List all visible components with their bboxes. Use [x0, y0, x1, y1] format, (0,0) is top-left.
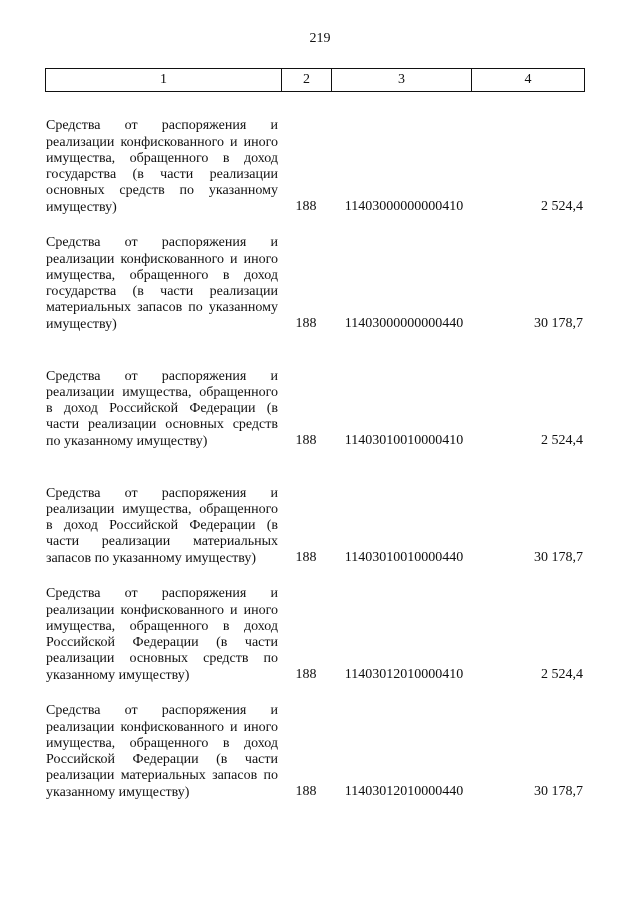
table-row — [45, 450, 585, 567]
row-description: Средства от распоряжения и реализации конфискованного и иного имущества, обращенного в доход государства (в части реализации основных средств по указанному имуществу) — [46, 118, 278, 215]
row-amount: 2 524,4 — [541, 199, 583, 214]
table-row — [45, 567, 585, 684]
table-row — [45, 333, 585, 450]
row-admin-code: 188 — [295, 199, 317, 214]
row-amount: 30 178,7 — [534, 550, 583, 565]
row-admin-code: 188 — [295, 316, 317, 331]
row-description: Средства от распоряжения и реализации конфискованного и иного имущества, обращенного в доход Российской Федерации (в части реализации материальных запасов по указанному имуществу) — [46, 703, 278, 800]
column-header-2: 2 — [282, 69, 332, 91]
row-budget-code: 11403012010000410 — [344, 667, 464, 682]
row-amount: 30 178,7 — [534, 316, 583, 331]
column-header-4: 4 — [524, 72, 532, 87]
row-admin-code: 188 — [295, 784, 317, 799]
table-row — [45, 684, 585, 801]
table-header-row — [45, 68, 585, 92]
column-header-3: 3 — [332, 69, 472, 91]
row-budget-code: 11403000000000440 — [344, 316, 464, 331]
table-row — [45, 99, 585, 216]
row-admin-code: 188 — [295, 667, 317, 682]
row-description: Средства от распоряжения и реализации имущества, обращенного в доход Российской Федерации (в части реализации материальных запасов по указанному имуществу) — [46, 485, 278, 566]
table-body — [45, 99, 585, 801]
row-amount: 2 524,4 — [541, 433, 583, 448]
row-budget-code: 11403012010000440 — [344, 784, 464, 799]
row-admin-code: 188 — [295, 433, 317, 448]
table-row — [45, 216, 585, 333]
row-budget-code: 11403010010000410 — [344, 433, 464, 448]
row-amount: 2 524,4 — [541, 667, 583, 682]
row-budget-code: 11403010010000440 — [344, 550, 464, 565]
row-description: Средства от распоряжения и реализации конфискованного и иного имущества, обращенного в доход государства (в части реализации материальных запасов по указанному имуществу) — [46, 235, 278, 332]
revenue-table — [45, 68, 585, 801]
column-header-1: 1 — [46, 69, 282, 91]
row-description: Средства от распоряжения и реализации имущества, обращенного в доход Российской Федерации (в части реализации основных средств по указанному имуществу) — [46, 368, 278, 449]
row-admin-code: 188 — [295, 550, 317, 565]
row-budget-code: 11403000000000410 — [344, 199, 464, 214]
page-number: 219 — [309, 31, 331, 46]
row-description: Средства от распоряжения и реализации конфискованного и иного имущества, обращенного в доход Российской Федерации (в части реализации основных средств по указанному имуществу) — [46, 586, 278, 683]
row-amount: 30 178,7 — [534, 784, 583, 799]
